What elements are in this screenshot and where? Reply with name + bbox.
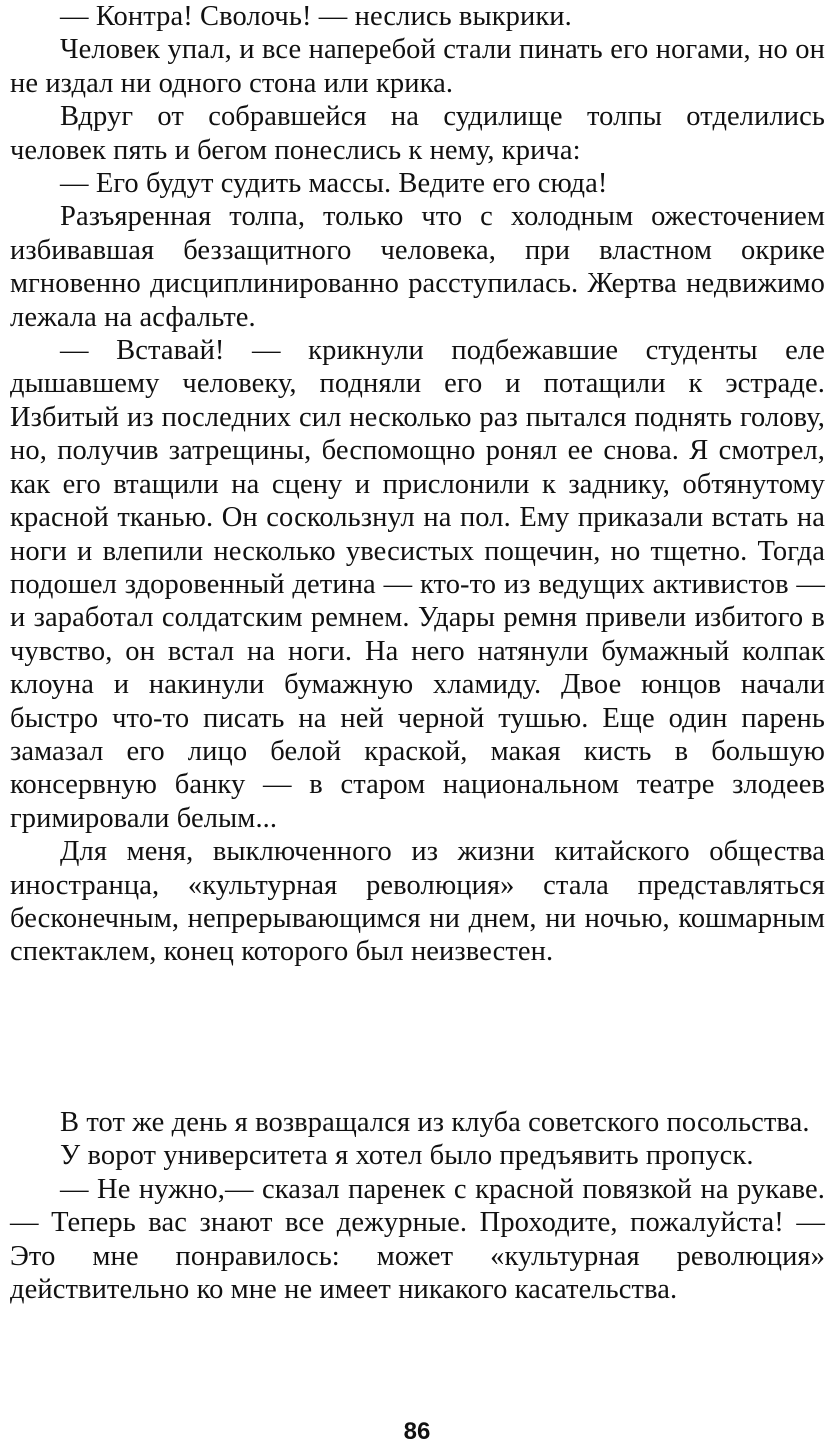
- paragraph-masses-judge: — Его будут судить массы. Ведите его сюда!: [60, 168, 608, 200]
- page-number: 86: [403, 1418, 431, 1445]
- text-section-1: [10, 0, 825, 969]
- paragraph-stage-scene: — Вставай! — крикнули подбежавшие студенты еле дышавшему человеку, подняли его и потащили к эстраде. Избитый из последних сил несколько раз пытался поднять голову, но, получив затрещины, беспомощно ронял ее снова. Я смотрел, как его втащили на сцену и прислонили к заднику, обтянутому красной тканью. Он соскользнул на пол. Ему приказали встать на ноги и влепили несколько увесистых пощечин, но тщетно. Тогда подошел здоровенный детина — кто-то из ведущих активистов — и заработал солдатским ремнем. Удары ремня привели избитого в чувство, он встал на ноги. На него натянули бумажный колпак клоуна и накинули бумажную хламиду. Двое юнцов начали быстро что-то писать на ней черной тушью. Еще один парень замазал его лицо белой краской, макая кисть в большую консервную банку — в старом национальном театре злодеев гримировали белым...: [10, 335, 825, 834]
- paragraph-returning: В тот же день я возвращался из клуба советского посольства.: [60, 1107, 810, 1138]
- text-section-2: [10, 1106, 825, 1306]
- paragraph-endless-spectacle: Для меня, выключенного из жизни китайского общества иностранца, «культурная революция» стала представляться бесконечным, непрерывающимся ни днем, ни ночью, кошмарным спектаклем, конец которого был неизвестен.: [10, 836, 825, 968]
- paragraph-group-ran: Вдруг от собравшейся на судилище толпы отделились человек пять и бегом понеслись к нему, крича:: [10, 101, 825, 166]
- paragraph-gate-pass: У ворот университета я хотел было предъявить пропуск.: [60, 1140, 754, 1172]
- paragraph-not-needed: — Не нужно,— сказал паренек с красной повязкой на рукаве.— Теперь вас знают все дежурные. Проходите, пожалуйста! — Это мне понравилось: может «культурная революция» действительно ко мне не имеет никакого касательства.: [10, 1173, 825, 1306]
- paragraph-man-fell: Человек упал, и все наперебой стали пинать его ногами, но он не издал ни одного стона или крика.: [10, 34, 825, 99]
- paragraph-shouts: — Контра! Сволочь! — неслись выкрики.: [60, 1, 572, 32]
- paragraph-crowd-parted: Разъяренная толпа, только что с холодным ожесточением избивавшая беззащитного человека, при властном окрике мгновенно дисциплинированно расступилась. Жертва недвижимо лежала на асфальте.: [10, 201, 825, 333]
